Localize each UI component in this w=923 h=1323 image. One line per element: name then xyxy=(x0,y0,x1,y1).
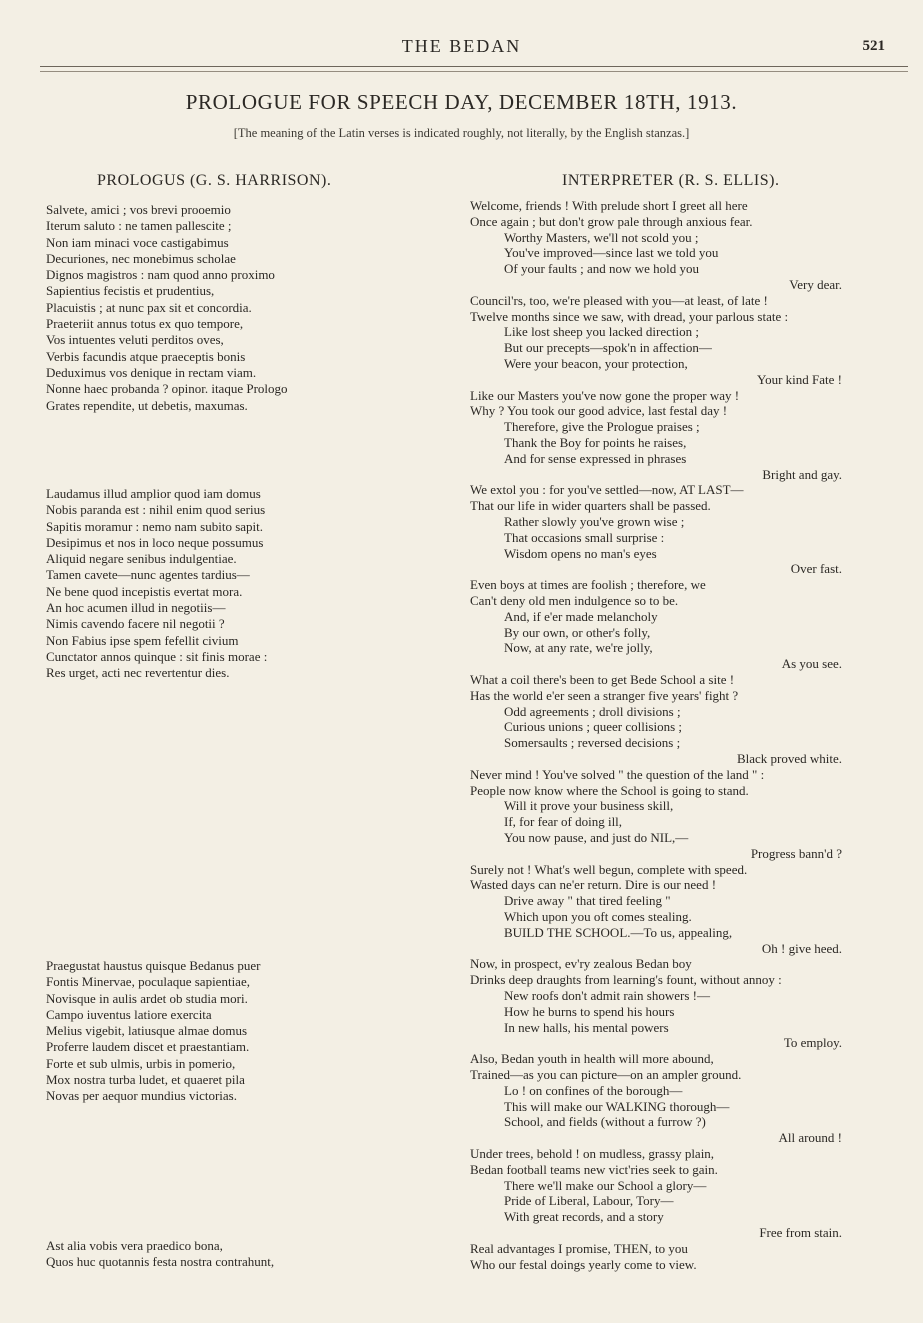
header-rule xyxy=(40,66,908,67)
english-verse-line: Somersaults ; reversed decisions ; xyxy=(504,735,681,751)
latin-verse-line: Cunctator annos quinque : sit finis morae : xyxy=(46,648,268,664)
english-stanza xyxy=(470,672,920,767)
english-stanza xyxy=(470,388,920,483)
english-stanza xyxy=(470,1051,920,1146)
latin-verse-line: Placuistis ; at nunc pax sit et concordia. xyxy=(46,299,252,315)
english-verse-line: Can't deny old men indulgence so to be. xyxy=(470,592,679,608)
english-verse-line: Welcome, friends ! With prelude short I greet all here xyxy=(470,198,748,213)
english-verse-line: Why ? You took our good advice, last festal day ! xyxy=(470,403,728,419)
english-stanza xyxy=(470,577,920,672)
english-verse-line: Will it prove your business skill, xyxy=(504,798,674,814)
latin-verse-line: Decuriones, nec monebimus scholae xyxy=(46,250,236,266)
english-verse-line: In new halls, his mental powers xyxy=(504,1019,669,1035)
page-number: 521 xyxy=(862,38,885,54)
english-verse-line: Your kind Fate ! xyxy=(757,371,842,387)
english-verse-line: Once again ; but don't grow pale through anxious fear. xyxy=(470,213,753,229)
latin-verse-line: Novisque in aulis ardet ob studia mori. xyxy=(46,990,248,1006)
english-verse-line: Like our Masters you've now gone the proper way ! xyxy=(470,387,740,403)
english-verse-line: Wasted days can ne'er return. Dire is our need ! xyxy=(470,877,717,893)
latin-verse-line: Quos huc quotannis festa nostra contrahunt, xyxy=(46,1254,275,1270)
latin-verse-block xyxy=(46,202,426,414)
latin-verse-block xyxy=(46,1238,426,1271)
english-verse-line: Wisdom opens no man's eyes xyxy=(504,545,657,561)
english-verse-line: Were your beacon, your protection, xyxy=(504,355,688,371)
latin-verse-line: Fontis Minervae, poculaque sapientiae, xyxy=(46,974,250,990)
header-rule-secondary xyxy=(40,71,908,72)
english-verse-line: Has the world e'er seen a stranger five years' fight ? xyxy=(470,687,739,703)
english-verse-line: Council'rs, too, we're pleased with you—at least, of late ! xyxy=(470,292,768,308)
english-stanza xyxy=(470,198,920,293)
english-verse-line: Lo ! on confines of the borough— xyxy=(504,1082,683,1098)
latin-verse-line: Ast alia vobis vera praedico bona, xyxy=(46,1238,223,1253)
english-verse-line: And, if e'er made melancholy xyxy=(504,608,658,624)
latin-verse-line: Desipimus et nos in loco neque possumus xyxy=(46,534,264,550)
english-verse-line: Who our festal doings yearly come to view. xyxy=(470,1256,697,1272)
english-verse-line: And for sense expressed in phrases xyxy=(504,450,687,466)
english-verse-line: Even boys at times are foolish ; therefore, we xyxy=(470,577,706,593)
english-verse-line: Now, in prospect, ev'ry zealous Bedan boy xyxy=(470,956,692,972)
latin-verse-line: Sapientius fecistis et prudentius, xyxy=(46,283,215,299)
english-verse-line: Also, Bedan youth in health will more abound, xyxy=(470,1051,714,1067)
latin-verse-line: Aliquid negare senibus indulgentiae. xyxy=(46,551,237,567)
english-verse-line: Now, at any rate, we're jolly, xyxy=(504,640,653,656)
english-stanza xyxy=(470,293,920,388)
english-verse-line: Oh ! give heed. xyxy=(761,940,842,956)
english-verse-line: By our own, or other's folly, xyxy=(504,624,651,640)
latin-verse-line: Melius vigebit, latiusque almae domus xyxy=(46,1023,248,1039)
latin-verse-line: Deduximus vos denique in rectam viam. xyxy=(46,364,257,380)
translation-note: [The meaning of the Latin verses is indicated roughly, not literally, by the English stanzas.] xyxy=(233,126,690,140)
latin-verse-line: Vos intuentes veluti perditos oves, xyxy=(46,332,224,348)
latin-verse-line: Nimis cavendo facere nil negotii ? xyxy=(46,616,225,632)
latin-verse-block xyxy=(46,958,426,1105)
latin-verse-line: Novas per aequor mundius victorias. xyxy=(46,1088,237,1104)
english-verse-line: Black proved white. xyxy=(736,750,842,766)
english-stanza xyxy=(470,1146,920,1241)
english-verse-line: Free from stain. xyxy=(759,1224,842,1240)
english-verse-line: Trained—as you can picture—on an ampler ground. xyxy=(470,1066,742,1082)
running-title: THE BEDAN xyxy=(401,36,522,56)
english-verse-line: Twelve months since we saw, with dread, your parlous state : xyxy=(470,308,789,324)
english-verse-line: Bedan football teams new vict'ries seek to gain. xyxy=(470,1161,718,1177)
english-verse-line: School, and fields (without a furrow ?) xyxy=(504,1114,706,1130)
english-stanza xyxy=(470,767,920,862)
english-verse-line: Like lost sheep you lacked direction ; xyxy=(504,324,699,340)
english-verse-line: Drive away " that tired feeling " xyxy=(504,893,671,909)
latin-verse-line: An hoc acumen illud in negotiis— xyxy=(46,600,226,616)
english-verse-line: But our precepts—spok'n in affection— xyxy=(504,340,712,356)
latin-verse-line: Grates rependite, ut debetis, maxumas. xyxy=(46,397,248,413)
english-verse-line: What a coil there's been to get Bede School a site ! xyxy=(470,672,735,687)
english-stanza xyxy=(470,956,920,1051)
latin-verse-line: Iterum saluto : ne tamen pallescite ; xyxy=(46,218,232,234)
english-verse-line: You've improved—since last we told you xyxy=(504,245,719,261)
english-verse-line: Pride of Liberal, Labour, Tory— xyxy=(504,1193,674,1209)
latin-verse-line: Res urget, acti nec revertentur dies. xyxy=(46,665,230,681)
english-verse-line: All around ! xyxy=(778,1130,842,1146)
prologus-heading: PROLOGUS (G. S. HARRISON). xyxy=(97,172,332,189)
interpreter-heading: INTERPRETER (R. S. ELLIS). xyxy=(562,172,780,189)
latin-verse-line: Praegustat haustus quisque Bedanus puer xyxy=(46,958,261,973)
latin-verse-line: Praeteriit annus totus ex quo tempore, xyxy=(46,316,244,332)
english-verse-line: Which upon you oft comes stealing. xyxy=(504,908,692,924)
latin-verse-line: Nonne haec probanda ? opinor. itaque Prologo xyxy=(46,381,288,397)
latin-verse-line: Dignos magistros : nam quod anno proximo xyxy=(46,267,275,283)
english-verse-line: How he burns to spend his hours xyxy=(504,1003,675,1019)
english-stanza xyxy=(470,862,920,957)
english-verse-line: We extol you : for you've settled—now, AT LAST— xyxy=(470,482,744,498)
english-verse-line: You now pause, and just do NIL,— xyxy=(504,829,689,845)
english-verse-line: Rather slowly you've grown wise ; xyxy=(504,513,685,529)
latin-verse-line: Verbis facundis atque praeceptis bonis xyxy=(46,348,246,364)
english-verse-line: Curious unions ; queer collisions ; xyxy=(504,719,683,735)
english-verse-line: That occasions small surprise : xyxy=(504,529,665,545)
english-verse-line: Very dear. xyxy=(789,276,842,292)
english-stanza xyxy=(470,482,920,577)
english-verse-line: That our life in wider quarters shall be passed. xyxy=(470,498,711,514)
latin-verse-line: Ne bene quod incepistis evertat mora. xyxy=(46,583,243,599)
latin-verse-line: Forte et sub ulmis, urbis in pomerio, xyxy=(46,1055,236,1071)
english-verse-line: Odd agreements ; droll divisions ; xyxy=(504,703,681,719)
english-verse-line: Therefore, give the Prologue praises ; xyxy=(504,419,700,435)
english-verse-line: BUILD THE SCHOOL.—To us, appealing, xyxy=(504,924,733,940)
english-verse-line: Drinks deep draughts from learning's fount, without annoy : xyxy=(470,972,782,988)
english-verse-line: As you see. xyxy=(781,656,842,672)
english-verse-line: Thank the Boy for points he raises, xyxy=(504,434,687,450)
english-verse-line: Over fast. xyxy=(790,561,842,577)
latin-verse-line: Salvete, amici ; vos brevi prooemio xyxy=(46,202,231,217)
english-verse-line: This will make our WALKING thorough— xyxy=(504,1098,730,1114)
english-verse-line: Worthy Masters, we'll not scold you ; xyxy=(504,229,699,245)
english-verse-line: To employ. xyxy=(783,1035,842,1051)
english-stanza xyxy=(470,1241,920,1273)
english-verse-line: New roofs don't admit rain showers !— xyxy=(504,987,710,1003)
english-verse-line: Surely not ! What's well begun, complete with speed. xyxy=(470,861,748,877)
english-verse-line: With great records, and a story xyxy=(504,1209,664,1225)
latin-verse-line: Sapitis moramur : nemo nam subito sapit. xyxy=(46,518,264,534)
english-verse-line: Progress bann'd ? xyxy=(750,845,842,861)
english-verse-line: Of your faults ; and now we hold you xyxy=(504,261,699,277)
english-verse-line: People now know where the School is going to stand. xyxy=(470,782,749,798)
english-verse-line: Bright and gay. xyxy=(762,466,842,482)
latin-verse-line: Proferre laudem discet et praestantiam. xyxy=(46,1039,250,1055)
latin-verse-line: Mox nostra turba ludet, et quaeret pila xyxy=(46,1072,245,1088)
english-verse-line: Under trees, behold ! on mudless, grassy plain, xyxy=(470,1146,715,1161)
english-verse-line: There we'll make our School a glory— xyxy=(504,1177,707,1193)
latin-verse-line: Tamen cavete—nunc agentes tardius— xyxy=(46,567,250,583)
prologue-title: PROLOGUE FOR SPEECH DAY, DECEMBER 18TH, 1913. xyxy=(185,90,738,114)
english-verse-line: Real advantages I promise, THEN, to you xyxy=(470,1240,688,1256)
latin-verse-line: Non iam minaci voce castigabimus xyxy=(46,234,229,250)
latin-verse-line: Campo iuventus latiore exercita xyxy=(46,1006,212,1022)
latin-verse-line: Laudamus illud amplior quod iam domus xyxy=(46,486,261,501)
english-verse-line: If, for fear of doing ill, xyxy=(504,814,623,830)
latin-verse-block xyxy=(46,486,426,682)
latin-verse-line: Non Fabius ipse spem fefellit civium xyxy=(46,632,239,648)
english-verse-line: Never mind ! You've solved " the question of the land " : xyxy=(470,766,765,782)
latin-verse-line: Nobis paranda est : nihil enim quod serius xyxy=(46,502,266,518)
